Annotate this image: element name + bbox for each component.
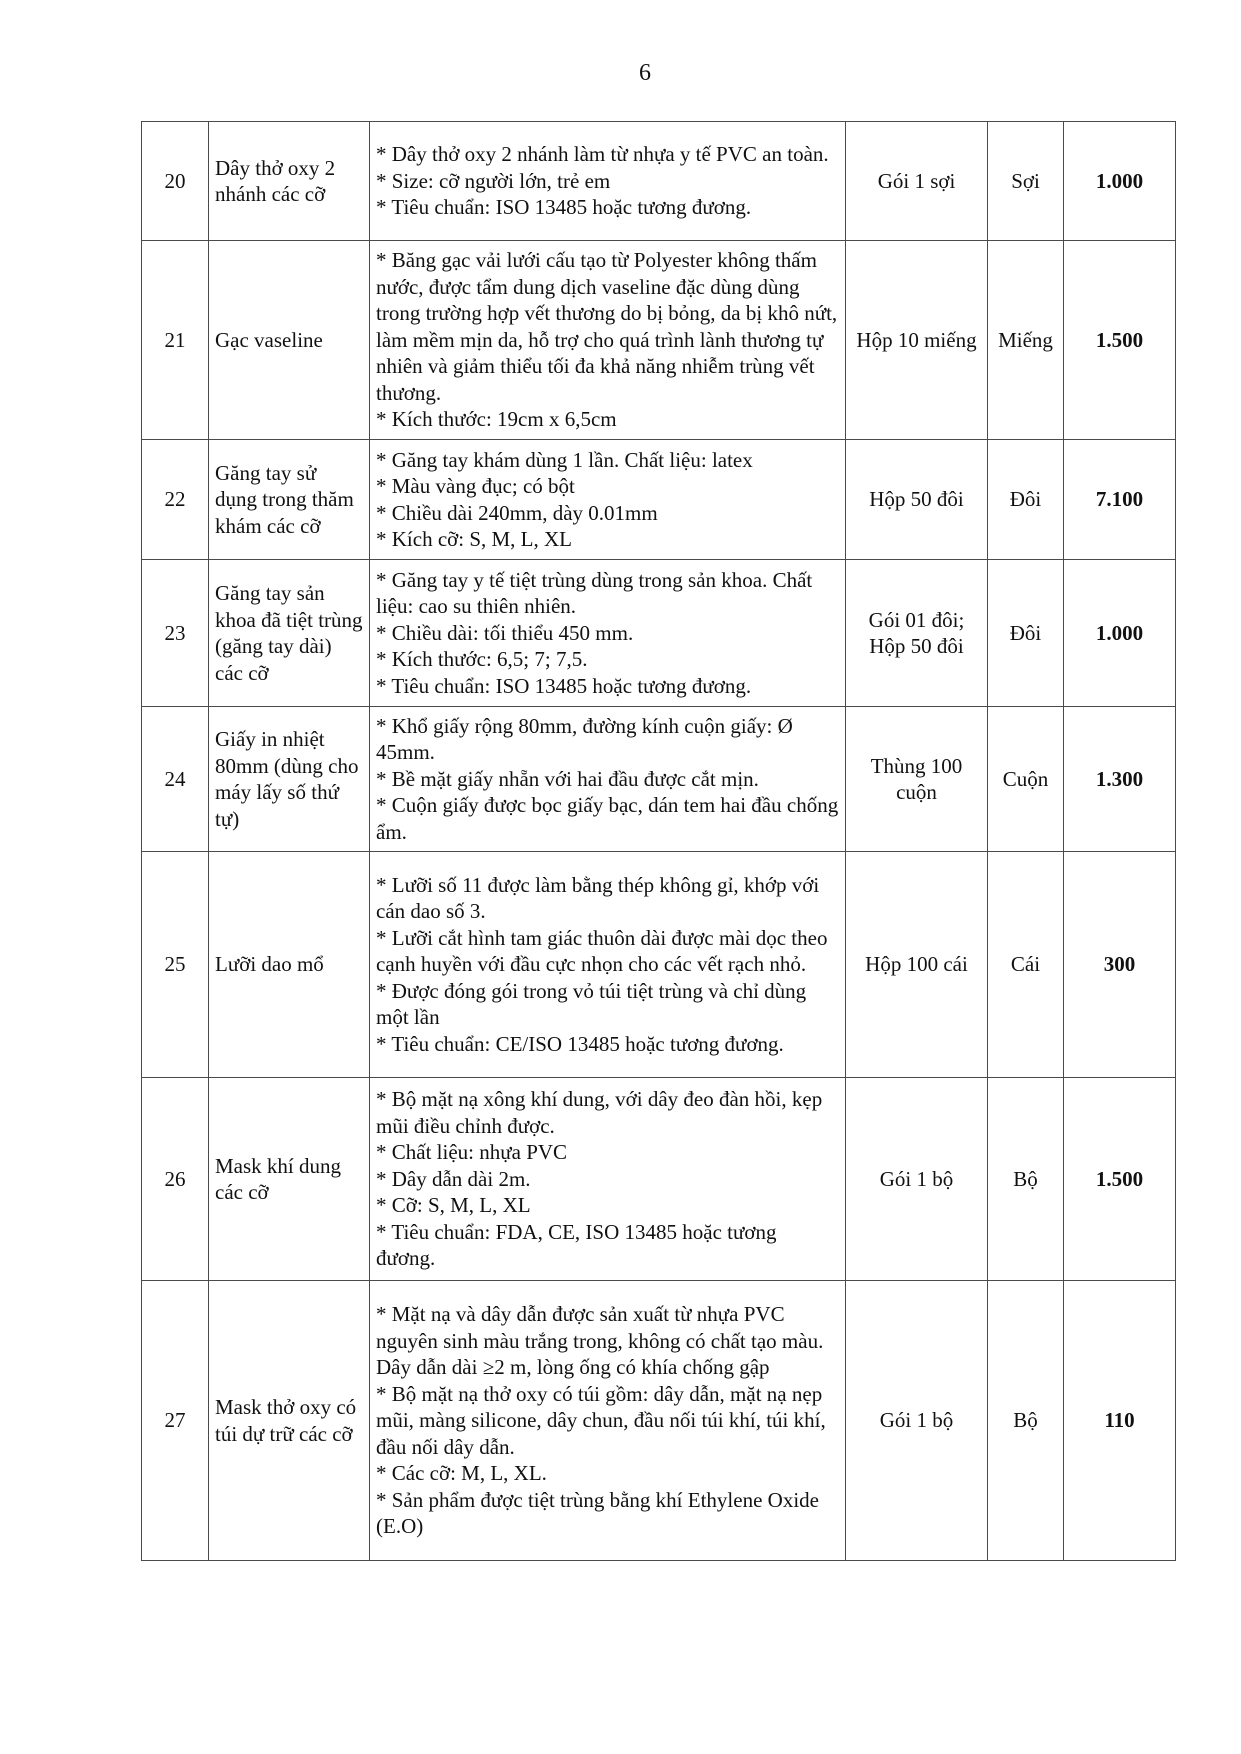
specification-line: * Các cỡ: M, L, XL. bbox=[376, 1461, 547, 1486]
unit-cell: Cuộn bbox=[988, 707, 1064, 852]
packaging-cell: Hộp 100 cái bbox=[846, 852, 988, 1078]
specification-line: * Tiêu chuẩn: ISO 13485 hoặc tương đương. bbox=[376, 673, 752, 698]
item-name-cell: Mask thở oxy có túi dự trữ các cỡ bbox=[209, 1281, 370, 1561]
table-row bbox=[142, 1281, 1176, 1561]
table-row bbox=[142, 440, 1176, 560]
unit-cell: Đôi bbox=[988, 440, 1064, 560]
specification-line: * Lưỡi số 11 được làm bằng thép không gỉ, khớp với cán dao số 3. bbox=[376, 872, 820, 924]
quantity-cell: 1.000 bbox=[1064, 560, 1176, 707]
table-row bbox=[142, 1078, 1176, 1281]
supplies-table bbox=[141, 121, 1176, 1561]
specification-line: * Sản phẩm được tiệt trùng bằng khí Ethylene Oxide (E.O) bbox=[376, 1487, 819, 1539]
packaging-cell: Gói 01 đôi; Hộp 50 đôi bbox=[846, 560, 988, 707]
quantity-cell: 7.100 bbox=[1064, 440, 1176, 560]
specification-line: * Chất liệu: nhựa PVC bbox=[376, 1140, 568, 1165]
specification-line: * Dây dẫn dài 2m. bbox=[376, 1166, 531, 1191]
specification-cell bbox=[370, 241, 846, 440]
specification-cell bbox=[370, 122, 846, 241]
page-number: 6 bbox=[639, 60, 651, 86]
quantity-cell: 1.000 bbox=[1064, 122, 1176, 241]
specification-line: * Kích cỡ: S, M, L, XL bbox=[376, 527, 573, 551]
table-body bbox=[142, 122, 1176, 1561]
unit-cell: Bộ bbox=[988, 1281, 1064, 1561]
row-number-cell: 25 bbox=[142, 852, 209, 1078]
specification-line: * Băng gạc vải lưới cấu tạo từ Polyester không thấm nước, được tẩm dung dịch vaseline đặc dùng dùng trong trường hợp vết thương do bị bỏng, da bị khô nứt, làm mềm mịn da, hỗ trợ cho quá trình lành thương tự nhiên và giảm thiểu tối đa khả năng nhiễm trùng vết thương. bbox=[376, 248, 838, 405]
quantity-cell: 300 bbox=[1064, 852, 1176, 1078]
unit-cell: Bộ bbox=[988, 1078, 1064, 1281]
table-row bbox=[142, 122, 1176, 241]
quantity-cell: 110 bbox=[1064, 1281, 1176, 1561]
unit-cell: Cái bbox=[988, 852, 1064, 1078]
table-row bbox=[142, 707, 1176, 852]
specification-line: * Tiêu chuẩn: ISO 13485 hoặc tương đương. bbox=[376, 195, 752, 220]
item-name-cell: Dây thở oxy 2 nhánh các cỡ bbox=[209, 122, 370, 241]
table-row bbox=[142, 241, 1176, 440]
specification-cell bbox=[370, 560, 846, 707]
specification-line: * Kích thước: 19cm x 6,5cm bbox=[376, 407, 617, 432]
unit-cell: Sợi bbox=[988, 122, 1064, 241]
specification-line: * Găng tay khám dùng 1 lần. Chất liệu: latex bbox=[376, 447, 753, 472]
specification-line: * Cỡ: S, M, L, XL bbox=[376, 1193, 531, 1218]
specification-line: * Găng tay y tế tiệt trùng dùng trong sản khoa. Chất liệu: cao su thiên nhiên. bbox=[376, 567, 813, 619]
specification-cell bbox=[370, 1281, 846, 1561]
specification-line: * Chiều dài: tối thiểu 450 mm. bbox=[376, 620, 634, 645]
row-number-cell: 22 bbox=[142, 440, 209, 560]
specification-line: * Bộ mặt nạ thở oxy có túi gồm: dây dẫn, mặt nạ nẹp mũi, màng silicone, dây chun, đầu nối túi khí, túi khí, đầu nối dây dẫn. bbox=[376, 1381, 826, 1459]
row-number-cell: 26 bbox=[142, 1078, 209, 1281]
row-number-cell: 20 bbox=[142, 122, 209, 241]
item-name-cell: Giấy in nhiệt 80mm (dùng cho máy lấy số thứ tự) bbox=[209, 707, 370, 852]
specification-line: * Mặt nạ và dây dẫn được sản xuất từ nhựa PVC nguyên sinh màu trắng trong, không có chất tạo màu. Dây dẫn dài ≥2 m, lòng ống có khía chống gập bbox=[376, 1302, 824, 1380]
item-name-cell: Găng tay sử dụng trong thăm khám các cỡ bbox=[209, 440, 370, 560]
specification-line: * Bộ mặt nạ xông khí dung, với dây đeo đàn hồi, kẹp mũi điều chỉnh được. bbox=[376, 1087, 823, 1138]
specification-line: * Kích thước: 6,5; 7; 7,5. bbox=[376, 647, 588, 672]
packaging-cell: Hộp 50 đôi bbox=[846, 440, 988, 560]
packaging-cell: Gói 1 sợi bbox=[846, 122, 988, 241]
specification-line: * Lưỡi cắt hình tam giác thuôn dài được mài dọc theo cạnh huyền với đầu cực nhọn cho các vết rạch nhỏ. bbox=[376, 925, 828, 977]
quantity-cell: 1.500 bbox=[1064, 1078, 1176, 1281]
table-row bbox=[142, 852, 1176, 1078]
specification-line: * Tiêu chuẩn: FDA, CE, ISO 13485 hoặc tương đương. bbox=[376, 1219, 777, 1271]
item-name-cell: Lưỡi dao mổ bbox=[209, 852, 370, 1078]
quantity-cell: 1.300 bbox=[1064, 707, 1176, 852]
specification-line: * Chiều dài 240mm, dày 0.01mm bbox=[376, 500, 658, 525]
packaging-cell: Gói 1 bộ bbox=[846, 1078, 988, 1281]
specification-line: * Màu vàng đục; có bột bbox=[376, 474, 575, 498]
specification-cell bbox=[370, 852, 846, 1078]
item-name-cell: Găng tay sản khoa đã tiệt trùng (găng tay dài) các cỡ bbox=[209, 560, 370, 707]
specification-cell bbox=[370, 707, 846, 852]
item-name-cell: Gạc vaseline bbox=[209, 241, 370, 440]
specification-line: * Tiêu chuẩn: CE/ISO 13485 hoặc tương đương. bbox=[376, 1031, 784, 1056]
row-number-cell: 24 bbox=[142, 707, 209, 852]
row-number-cell: 27 bbox=[142, 1281, 209, 1561]
packaging-cell: Thùng 100 cuộn bbox=[846, 707, 988, 852]
row-number-cell: 23 bbox=[142, 560, 209, 707]
specification-line: * Dây thở oxy 2 nhánh làm từ nhựa y tế PVC an toàn. bbox=[376, 142, 829, 167]
specification-line: * Bề mặt giấy nhẵn với hai đầu được cắt mịn. bbox=[376, 766, 759, 791]
unit-cell: Miếng bbox=[988, 241, 1064, 440]
specification-cell bbox=[370, 1078, 846, 1281]
specification-line: * Cuộn giấy được bọc giấy bạc, dán tem hai đầu chống ẩm. bbox=[376, 793, 839, 844]
packaging-cell: Hộp 10 miếng bbox=[846, 241, 988, 440]
specification-cell bbox=[370, 440, 846, 560]
row-number-cell: 21 bbox=[142, 241, 209, 440]
specification-line: * Được đóng gói trong vỏ túi tiệt trùng và chỉ dùng một lần bbox=[376, 978, 807, 1030]
item-name-cell: Mask khí dung các cỡ bbox=[209, 1078, 370, 1281]
specification-line: * Khổ giấy rộng 80mm, đường kính cuộn giấy: Ø 45mm. bbox=[376, 713, 793, 765]
table-row bbox=[142, 560, 1176, 707]
unit-cell: Đôi bbox=[988, 560, 1064, 707]
specification-line: * Size: cỡ người lớn, trẻ em bbox=[376, 168, 611, 193]
packaging-cell: Gói 1 bộ bbox=[846, 1281, 988, 1561]
quantity-cell: 1.500 bbox=[1064, 241, 1176, 440]
